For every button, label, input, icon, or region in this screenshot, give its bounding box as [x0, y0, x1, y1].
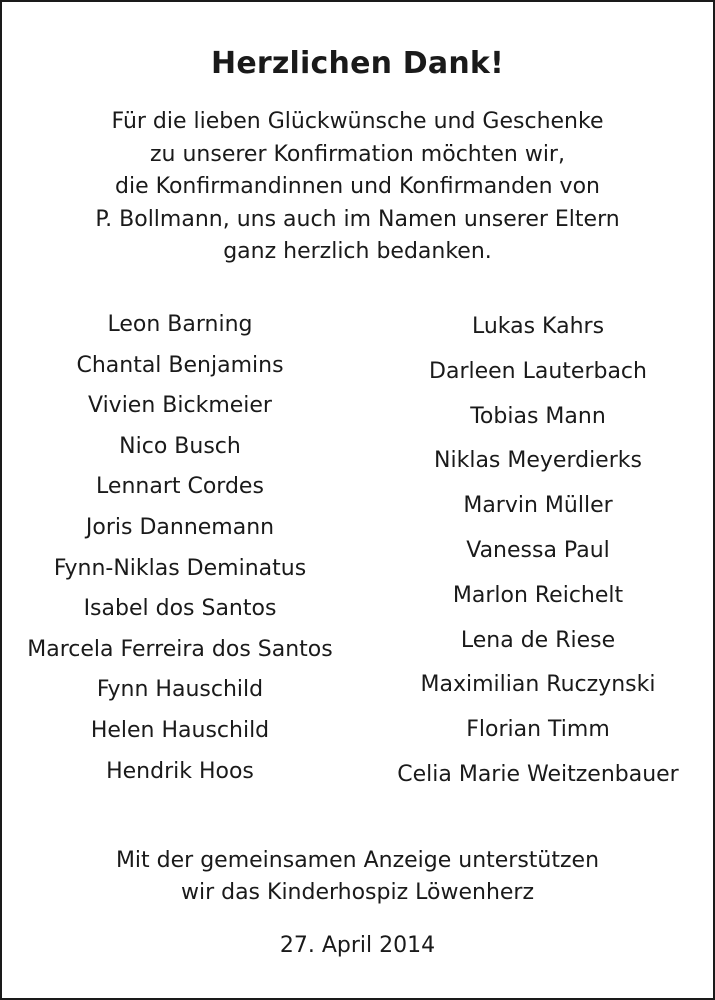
name-item: Celia Marie Weitzenbauer: [397, 761, 679, 787]
closing-text: [2, 845, 713, 909]
announcement-date: 27. April 2014: [279, 933, 436, 958]
names-column-left: [2, 305, 358, 792]
name-item: Helen Hauschild: [90, 717, 270, 743]
name-item: Vivien Bickmeier: [88, 393, 272, 419]
intro-line: ganz herzlich bedanken.: [223, 239, 492, 264]
name-item: Joris Dannemann: [85, 514, 275, 540]
name-item: Vanessa Paul: [466, 537, 610, 563]
name-item: Tobias Mann: [470, 403, 606, 429]
name-item: Lennart Cordes: [96, 474, 264, 500]
name-item: Darleen Lauterbach: [429, 358, 647, 384]
name-item: Maximilian Ruczynski: [420, 672, 656, 698]
name-item: Leon Barning: [107, 312, 253, 337]
announcement-title: Herzlichen Dank!: [211, 46, 504, 81]
intro-line: zu unserer Konfirmation möchten wir,: [150, 141, 565, 167]
intro-line: P. Bollmann, uns auch im Namen unserer Eltern: [95, 206, 620, 232]
intro-line: die Konfirmandinnen und Konfirmanden von: [115, 174, 600, 199]
name-item: Marlon Reichelt: [452, 582, 624, 608]
name-item: Marvin Müller: [463, 493, 613, 519]
names-column-right: [360, 305, 715, 798]
name-item: Chantal Benjamins: [76, 352, 284, 378]
name-item: Fynn Hauschild: [96, 677, 264, 703]
name-item: Florian Timm: [466, 717, 610, 743]
name-item: Isabel dos Santos: [83, 596, 277, 622]
closing-line: wir das Kinderhospiz Löwenherz: [180, 880, 535, 905]
name-item: Marcela Ferreira dos Santos: [27, 636, 333, 662]
name-item: Nico Busch: [119, 433, 241, 459]
intro-text: [2, 106, 713, 269]
name-item: Lena de Riese: [460, 627, 616, 653]
name-item: Hendrik Hoos: [106, 758, 254, 784]
closing-line: Mit der gemeinsamen Anzeige unterstützen: [115, 848, 600, 873]
intro-line: Für die lieben Glückwünsche und Geschenke: [111, 109, 604, 134]
name-item: Niklas Meyerdierks: [434, 448, 642, 474]
name-item: Lukas Kahrs: [471, 314, 605, 339]
name-item: Fynn-Niklas Deminatus: [53, 555, 307, 581]
